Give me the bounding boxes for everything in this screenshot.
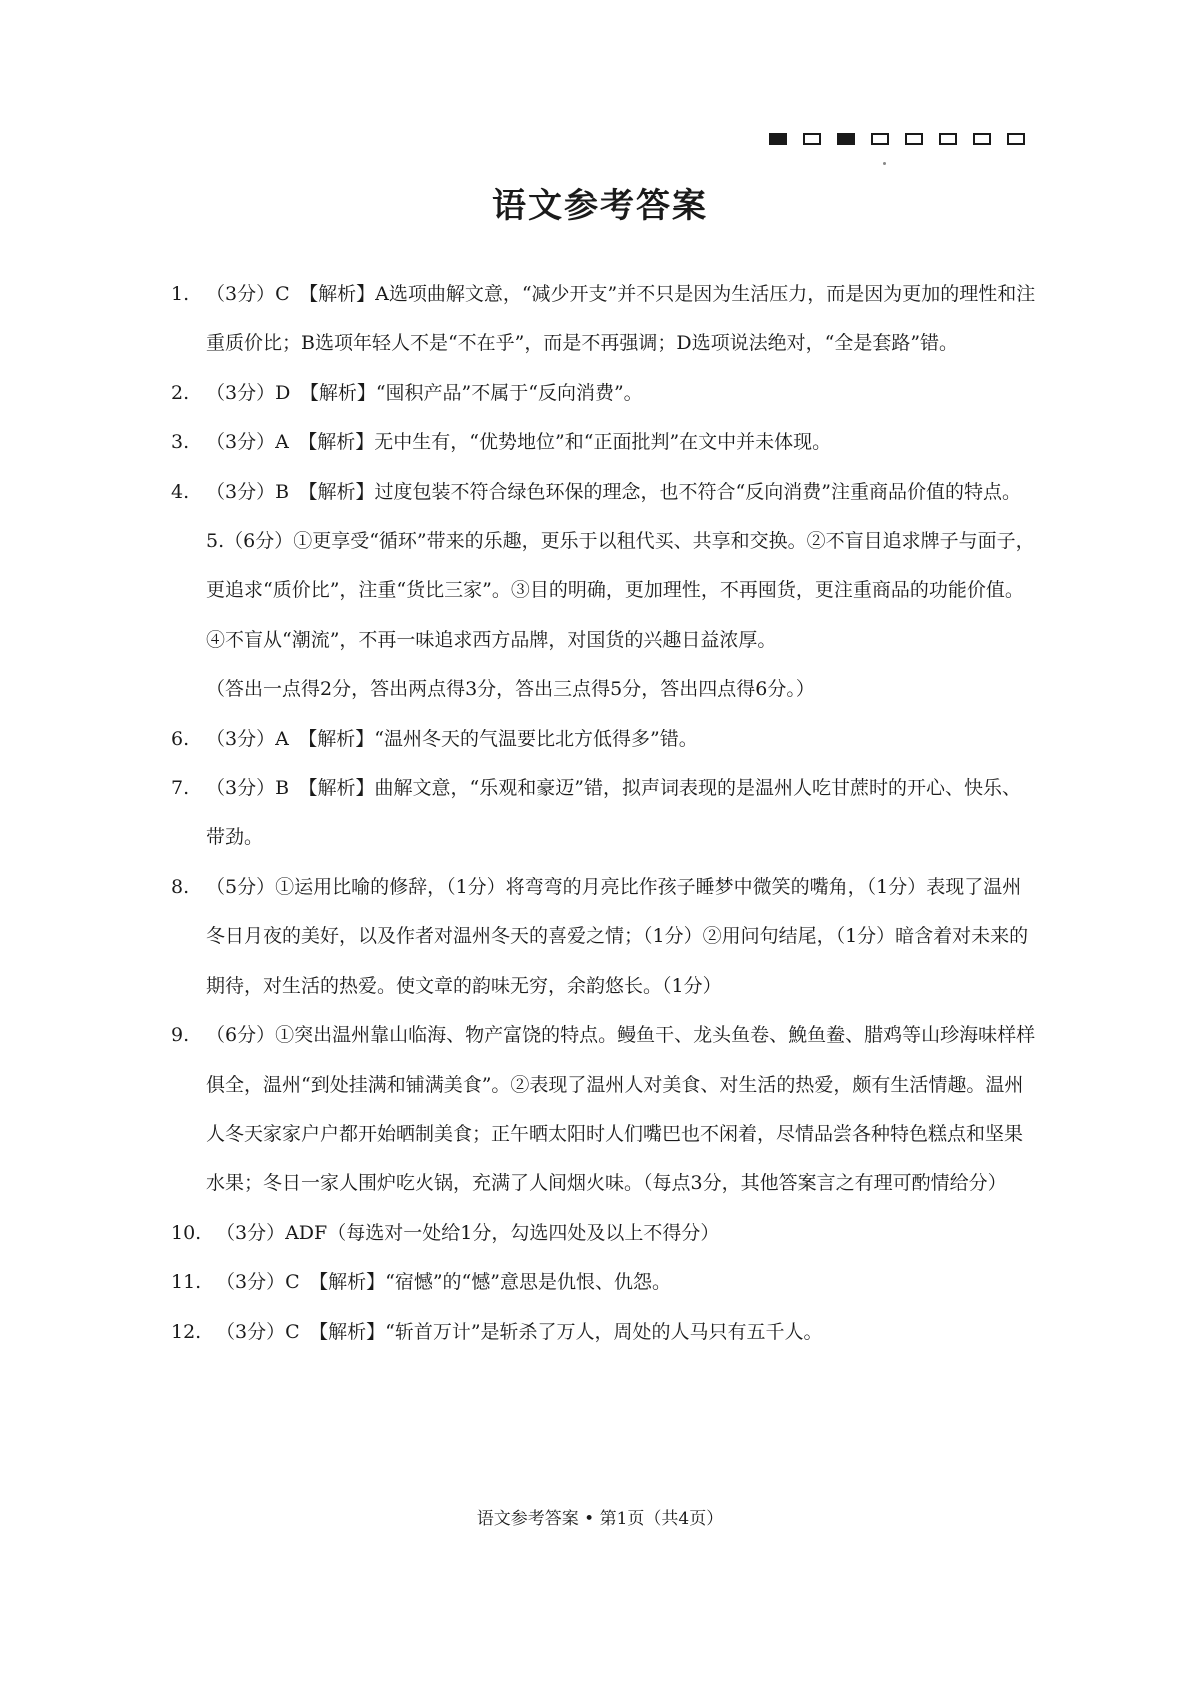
answer-item-12 bbox=[171, 1308, 1038, 1357]
marker-square bbox=[837, 133, 855, 145]
decorative-dot bbox=[883, 162, 886, 165]
answer-number: 12. bbox=[171, 1320, 202, 1343]
answer-text: （3分）C 【解析】“宿憾”的“憾”意思是仇恨、仇怨。 bbox=[216, 1271, 671, 1294]
scoring-note: （答出一点得2分，答出两点得3分，答出三点得5分，答出四点得6分。） bbox=[206, 678, 815, 701]
marker-square bbox=[973, 133, 991, 145]
answer-item-9 bbox=[171, 1011, 1038, 1209]
answer-number: 8. bbox=[171, 875, 190, 898]
answer-number: 3. bbox=[171, 431, 190, 454]
answer-text: （3分）B 【解析】曲解文意，“乐观和豪迈”错，拟声词表现的是温州人吃甘蔗时的开心、快乐、带劲。 bbox=[206, 777, 1021, 849]
answer-text: （3分）C 【解析】“斩首万计”是斩杀了万人，周处的人马只有五千人。 bbox=[216, 1320, 823, 1343]
answer-number: 1. bbox=[171, 283, 190, 305]
page-footer: 语文参考答案 • 第1页（共4页） bbox=[476, 1509, 724, 1529]
answer-text: （3分）C 【解析】A选项曲解文意，“减少开支”并不只是因为生活压力，而是因为更加的理性和注重质价比；B选项年轻人不是“不在乎”，而是不再强调；D选项说法绝对，“全是套路”错。 bbox=[206, 283, 1036, 355]
marker-square bbox=[803, 133, 821, 145]
answer-number: 4. bbox=[171, 480, 190, 503]
marker-square bbox=[1007, 133, 1025, 145]
answer-item-3 bbox=[171, 418, 1038, 467]
page-marker-squares bbox=[769, 133, 1025, 145]
marker-square bbox=[939, 133, 957, 145]
page-title: 语文参考答案 bbox=[492, 186, 708, 226]
answer-text: （3分）D 【解析】“囤积产品”不属于“反向消费”。 bbox=[206, 381, 643, 404]
marker-square bbox=[769, 133, 787, 145]
marker-square bbox=[905, 133, 923, 145]
answer-number: 10. bbox=[171, 1221, 202, 1244]
answer-text: （6分）①突出温州靠山临海、物产富饶的特点。鳗鱼干、龙头鱼卷、鮸鱼鲞、腊鸡等山珍海味样样俱全，温州“到处挂满和铺满美食”。②表现了温州人对美食、对生活的热爱，颇有生活情趣。温州人冬天家家户户都开始晒制美食；正午晒太阳时人们嘴巴也不闲着，尽情品尝各种特色糕点和坚果水果；冬日一家人围炉吃火锅，充满了人间烟火味。（每点3分，其他答案言之有理可酌情给分） bbox=[206, 1024, 1036, 1195]
answer-text: （3分）B 【解析】过度包装不符合绿色环保的理念，也不符合“反向消费”注重商品价值的特点。5.（6分）①更享受“循环”带来的乐趣，更乐于以租代买、共享和交换。②不盲目追求牌子与面子，更追求“质价比”，注重“货比三家”。③目的明确，更加理性，不再囤货，更注重商品的功能价值。④不盲从“潮流”，不再一味追求西方品牌，对国货的兴趣日益浓厚。 bbox=[206, 480, 1035, 651]
answer-text: （3分）ADF（每选对一处给1分，勾选四处及以上不得分） bbox=[216, 1221, 720, 1244]
answer-item-10 bbox=[171, 1209, 1038, 1258]
answer-item-6 bbox=[171, 715, 1038, 764]
answer-item-1 bbox=[171, 270, 1038, 369]
answer-text: （5分）①运用比喻的修辞，（1分）将弯弯的月亮比作孩子睡梦中微笑的嘴角，（1分）表现了温州冬日月夜的美好，以及作者对温州冬天的喜爱之情；（1分）②用问句结尾，（1分）暗含着对未来的期待，对生活的热爱。使文章的韵味无穷，余韵悠长。（1分） bbox=[206, 875, 1029, 997]
answer-number: 11. bbox=[171, 1271, 202, 1294]
answer-item-4-5 bbox=[171, 468, 1038, 666]
answer-item-11 bbox=[171, 1258, 1038, 1307]
answer-list bbox=[171, 270, 1038, 1357]
answer-number: 9. bbox=[171, 1024, 190, 1047]
answer-item-2 bbox=[171, 369, 1038, 418]
answer-item-7 bbox=[171, 764, 1038, 863]
answer-number: 2. bbox=[171, 381, 190, 404]
answer-item-8 bbox=[171, 863, 1038, 1011]
marker-square bbox=[871, 133, 889, 145]
answer-text: （3分）A 【解析】无中生有，“优势地位”和“正面批判”在文中并未体现。 bbox=[206, 431, 832, 454]
answer-text: （3分）A 【解析】“温州冬天的气温要比北方低得多”错。 bbox=[206, 727, 698, 750]
answer-number: 6. bbox=[171, 727, 190, 750]
answer-number: 7. bbox=[171, 777, 190, 800]
